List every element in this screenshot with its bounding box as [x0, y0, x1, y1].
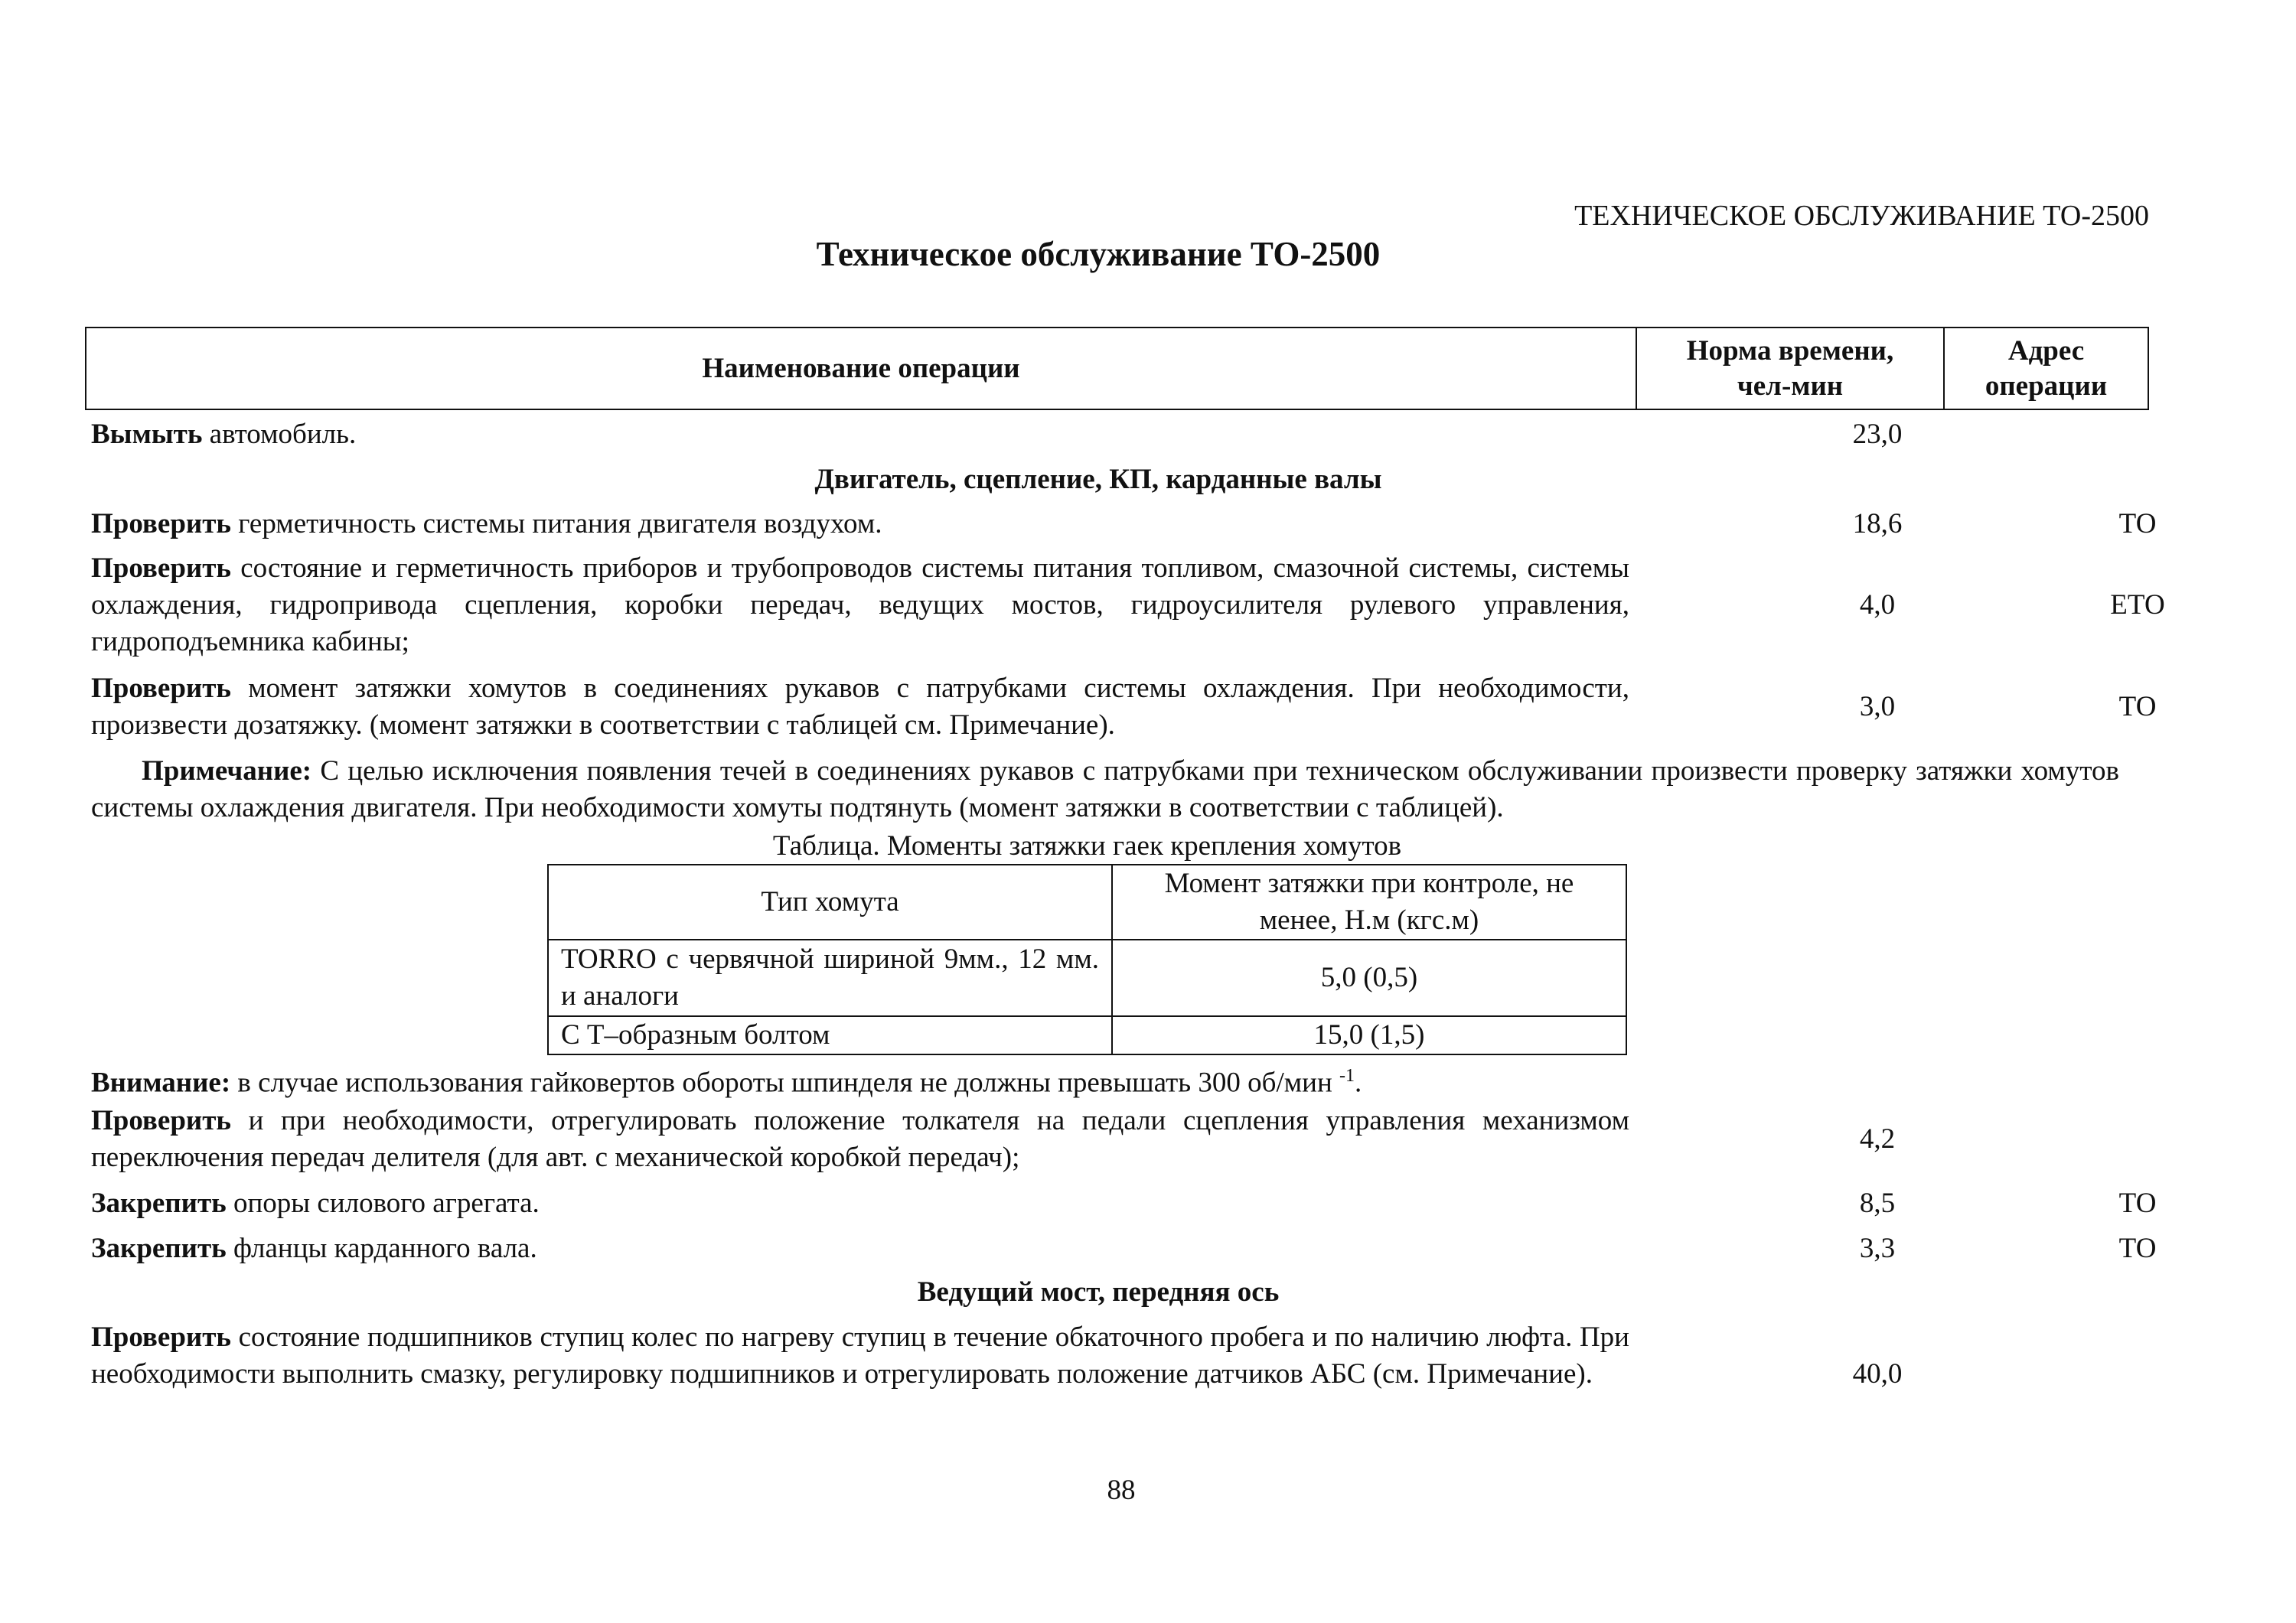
header-operation: Наименование операции — [86, 328, 1637, 409]
time-norm: 3,0 — [1859, 691, 1896, 722]
torque-header-type: Тип хомута — [548, 865, 1112, 940]
header-time-norm: Норма времени, чел-мин — [1637, 328, 1945, 409]
time-norm: 8,5 — [1859, 1188, 1896, 1219]
table-caption: Таблица. Моменты затяжки гаек крепления хомутов — [772, 830, 1402, 862]
operation-text: Проверить состояние подшипников ступиц колес по нагреву ступиц в течение обкаточного пробега и по наличию люфта. При необходимости выполнить смазку, регулировку подшипников и отрегулировать положение датчиков АБС (см. Примечание). — [91, 1322, 1629, 1390]
torque-cell-value: 5,0 (0,5) — [1112, 940, 1626, 1016]
operation-text: Закрепить опоры силового агрегата. — [91, 1188, 540, 1219]
operation-address: ТО — [2118, 1188, 2157, 1219]
time-norm: 3,3 — [1859, 1233, 1896, 1264]
operation-text: Проверить герметичность системы питания двигателя воздухом. — [91, 508, 882, 539]
time-norm: 40,0 — [1852, 1358, 1903, 1390]
header-address: Адрес операции — [1985, 334, 2108, 402]
operation-text: Проверить момент затяжки хомутов в соединениях рукавов с патрубками системы охлаждения. При необходимости, произвести дозатяжку. (момент затяжки в соответствии с таблицей см. Примечание). — [91, 673, 1629, 741]
operation-text: Проверить и при необходимости, отрегулировать положение толкателя на педали сцепления управления механизмом переключения передач делителя (для авт. с механической коробкой передач); — [91, 1105, 1629, 1173]
operation-text: Проверить состояние и герметичность приборов и трубопроводов системы питания топливом, смазочной системы, системы охлаждения, гидропривода сцепления, коробки передач, ведущих мостов, гидроусилителя рулевого управления, гидроподъемника кабины; — [91, 552, 1629, 657]
time-norm: 4,0 — [1859, 589, 1896, 621]
operation-address: ТО — [2118, 508, 2157, 539]
time-norm: 23,0 — [1852, 419, 1903, 450]
torque-cell-value: 15,0 (1,5) — [1112, 1016, 1626, 1054]
operation-address: ЕТО — [2110, 589, 2165, 621]
time-norm: 4,2 — [1859, 1123, 1896, 1155]
torque-cell-type: TORRO с червячной шириной 9мм., 12 мм. и аналоги — [548, 940, 1112, 1016]
torque-header-value: Момент затяжки при контроле, не менее, Н.м (кгс.м) — [1112, 865, 1626, 940]
section-heading: Ведущий мост, передняя ось — [917, 1276, 1280, 1308]
time-norm: 18,6 — [1852, 508, 1903, 539]
section-heading: Двигатель, сцепление, КП, карданные валы — [814, 464, 1382, 495]
operation-text: Вымыть автомобиль. — [91, 419, 357, 450]
note-paragraph: Примечание: С целью исключения появления течей в соединениях рукавов с патрубками при техническом обслуживании произвести проверку затяжки хомутов системы охлаждения двигателя. При необходимости хомуты подтянуть (момент затяжки в соответствии с таблицей). — [91, 755, 2119, 823]
torque-table — [547, 864, 1627, 1055]
page-number: 88 — [1107, 1475, 1136, 1506]
operation-address: ТО — [2118, 691, 2157, 722]
running-header: ТЕХНИЧЕСКОЕ ОБСЛУЖИВАНИЕ ТО-2500 — [1574, 200, 2149, 232]
operations-table-header — [85, 327, 2149, 410]
torque-cell-type: С Т–образным болтом — [548, 1016, 1112, 1054]
warning-text: Внимание: в случае использования гайковертов обороты шпинделя не должны превышать 300 об/мин $^{-1}$. — [91, 1066, 1362, 1099]
operation-address: ТО — [2118, 1233, 2157, 1264]
operation-text: Закрепить фланцы карданного вала. — [91, 1233, 537, 1264]
page-title: Техническое обслуживание ТО-2500 — [816, 235, 1381, 273]
